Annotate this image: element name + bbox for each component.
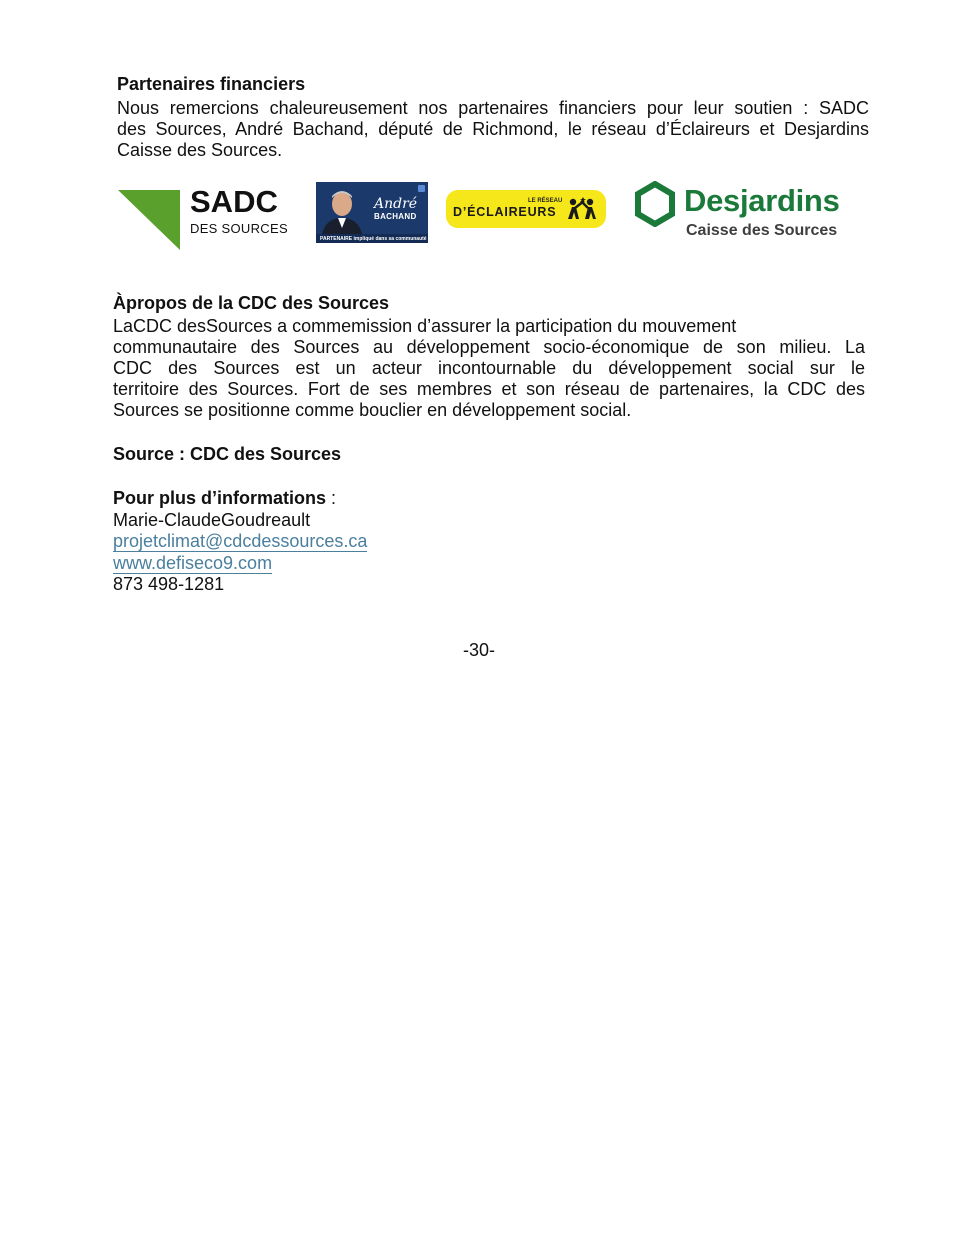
eclaireurs-logo: [446, 190, 606, 228]
desjardins-name: Desjardins: [684, 183, 840, 218]
bachand-bar-text: PARTENAIRE impliqué dans sa communauté: [320, 236, 427, 242]
source-line: Source : CDC des Sources: [113, 444, 342, 464]
partenaires-paragraph: [117, 98, 869, 161]
partenaires-line-2: des Sources, André Bachand, député de Richmond, le réseau d’Éclaireurs et Desjardins: [117, 119, 869, 139]
bachand-logo: [316, 182, 428, 243]
bachand-script: André: [374, 196, 418, 212]
contact-email-wrap: [113, 531, 367, 552]
sadc-logo: [118, 186, 290, 250]
partenaires-line-1: Nous remercions chaleureusement nos partenaires financiers pour leur soutien : SADC: [117, 98, 869, 118]
bachand-name: BACHAND: [374, 212, 417, 221]
contact-website-wrap: [113, 553, 272, 574]
sadc-subtitle: DES SOURCES: [190, 221, 288, 236]
desjardins-logo: [634, 180, 848, 242]
hexagon-icon: [634, 181, 676, 227]
apropos-paragraph: [113, 316, 865, 421]
desjardins-subtitle: Caisse des Sources: [686, 222, 838, 239]
contact-website-link[interactable]: www.defiseco9.com: [113, 553, 273, 573]
portrait-icon: [322, 188, 362, 234]
contact-heading: Pour plus d’informations: [113, 488, 327, 508]
sadc-title: SADC: [190, 184, 278, 219]
apropos-line-2: communautaire des Sources au développement socio-économique de son milieu. La: [113, 337, 865, 357]
contact-email-link[interactable]: projetclimat@cdcdessources.ca: [113, 531, 368, 551]
contact-heading-line: [113, 488, 336, 509]
apropos-line-3: CDC des Sources est un acteur incontournable du développement social sur le: [113, 358, 865, 378]
badge-icon: [418, 185, 425, 192]
partenaires-heading: Partenaires financiers: [117, 74, 306, 94]
apropos-line-5: Sources se positionne comme bouclier en développement social.: [113, 400, 632, 420]
apropos-heading: Àpropos de la CDC des Sources: [113, 293, 390, 313]
contact-colon: :: [326, 488, 337, 508]
partenaires-line-3: Caisse des Sources.: [117, 140, 283, 160]
people-icon: [564, 197, 600, 221]
sadc-triangle-icon: [118, 188, 182, 252]
page-number: -30-: [462, 640, 495, 660]
contact-name: Marie-ClaudeGoudreault: [113, 510, 311, 530]
apropos-line-4: territoire des Sources. Fort de ses membres et son réseau de partenaires, la CDC des: [113, 379, 865, 399]
eclaireurs-small: LE RÉSEAU: [528, 198, 563, 204]
apropos-line-1: LaCDC desSources a commemission d’assurer la participation du mouvement: [113, 316, 737, 336]
contact-phone: 873 498-1281: [113, 574, 225, 594]
eclaireurs-main: D’ÉCLAIREURS: [453, 205, 557, 219]
bachand-bar: [316, 234, 428, 243]
